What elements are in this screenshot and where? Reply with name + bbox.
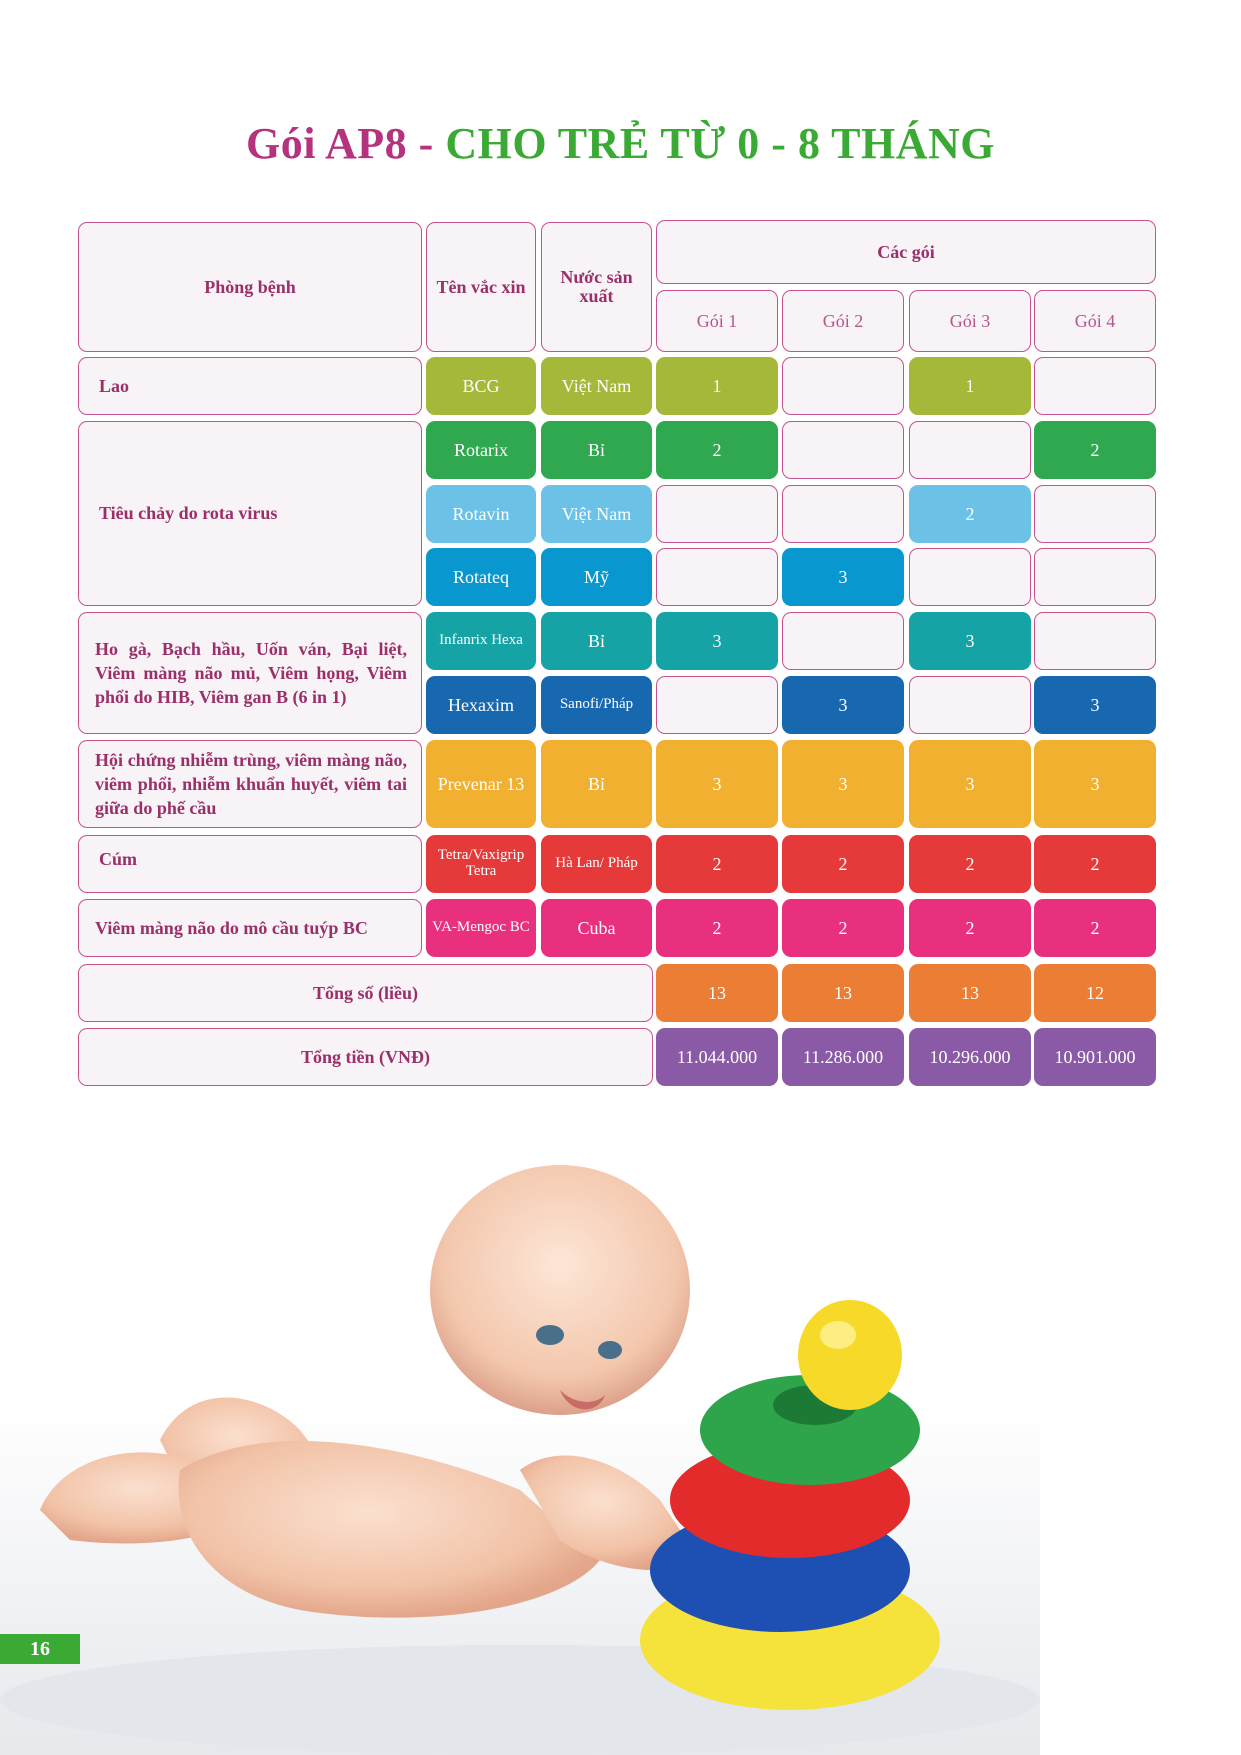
dose-cell-package-1: 1: [656, 357, 778, 415]
total-money-label: Tổng tiền (VNĐ): [78, 1028, 653, 1086]
dose-cell-package-4: 3: [1034, 740, 1156, 828]
dose-cell-package-1: [656, 485, 778, 543]
page-title: [0, 118, 1241, 169]
disease-rotavirus: Tiêu chảy do rota virus: [78, 421, 422, 606]
vaccine-country: Việt Nam: [541, 485, 652, 543]
dose-cell-package-1: [656, 548, 778, 606]
vaccine-name: Tetra/Vaxigrip Tetra: [426, 835, 536, 893]
vaccine-name: BCG: [426, 357, 536, 415]
header-vaccine: Tên vắc xin: [426, 222, 536, 352]
dose-cell-package-1: 2: [656, 421, 778, 479]
vaccine-country: Sanofi/Pháp: [541, 676, 652, 734]
dose-cell-package-4: [1034, 485, 1156, 543]
disease-tuberculosis: Lao: [78, 357, 422, 415]
dose-cell-package-2: 2: [782, 835, 904, 893]
total-money-package-4: 10.901.000: [1034, 1028, 1156, 1086]
dose-cell-package-4: 2: [1034, 421, 1156, 479]
vaccine-name: Rotarix: [426, 421, 536, 479]
vaccine-name: Prevenar 13: [426, 740, 536, 828]
header-package-1: Gói 1: [656, 290, 778, 352]
header-country: Nước sản xuất: [541, 222, 652, 352]
total-doses-package-3: 13: [909, 964, 1031, 1022]
baby-photo: [0, 1140, 1241, 1755]
dose-cell-package-3: [909, 421, 1031, 479]
dose-cell-package-1: [656, 676, 778, 734]
dose-cell-package-2: [782, 485, 904, 543]
title-package-name: Gói AP8 -: [245, 119, 446, 168]
header-package-4: Gói 4: [1034, 290, 1156, 352]
total-doses-package-1: 13: [656, 964, 778, 1022]
vaccine-name: VA-Mengoc BC: [426, 899, 536, 957]
dose-cell-package-4: 2: [1034, 899, 1156, 957]
total-doses-label: Tổng số (liều): [78, 964, 653, 1022]
total-doses-package-4: 12: [1034, 964, 1156, 1022]
dose-cell-package-2: [782, 612, 904, 670]
vaccine-country: Bỉ: [541, 740, 652, 828]
header-disease: Phòng bệnh: [78, 222, 422, 352]
header-packages: Các gói: [656, 220, 1156, 284]
dose-cell-package-1: 2: [656, 899, 778, 957]
disease-six-in-one: Ho gà, Bạch hầu, Uốn ván, Bại liệt, Viêm màng não mủ, Viêm họng, Viêm phổi do HIB, Viêm gan B (6 in 1): [78, 612, 422, 734]
dose-cell-package-3: 3: [909, 740, 1031, 828]
dose-cell-package-3: 3: [909, 612, 1031, 670]
dose-cell-package-4: [1034, 548, 1156, 606]
total-money-package-3: 10.296.000: [909, 1028, 1031, 1086]
dose-cell-package-3: 2: [909, 899, 1031, 957]
dose-cell-package-2: 2: [782, 899, 904, 957]
dose-cell-package-1: 2: [656, 835, 778, 893]
dose-cell-package-4: [1034, 357, 1156, 415]
disease-influenza: Cúm: [78, 835, 422, 893]
header-package-2: Gói 2: [782, 290, 904, 352]
dose-cell-package-1: 3: [656, 740, 778, 828]
dose-cell-package-3: 1: [909, 357, 1031, 415]
vaccine-name: Hexaxim: [426, 676, 536, 734]
vaccine-country: Bỉ: [541, 421, 652, 479]
vaccine-name: Infanrix Hexa: [426, 612, 536, 670]
dose-cell-package-3: [909, 548, 1031, 606]
vaccine-country: Việt Nam: [541, 357, 652, 415]
title-age-range: CHO TRẺ TỪ 0 - 8 THÁNG: [445, 119, 995, 168]
vaccine-country: Bỉ: [541, 612, 652, 670]
dose-cell-package-3: 2: [909, 485, 1031, 543]
total-money-package-1: 11.044.000: [656, 1028, 778, 1086]
total-money-package-2: 11.286.000: [782, 1028, 904, 1086]
dose-cell-package-1: 3: [656, 612, 778, 670]
dose-cell-package-2: [782, 357, 904, 415]
dose-cell-package-4: 2: [1034, 835, 1156, 893]
vaccine-country: Mỹ: [541, 548, 652, 606]
dose-cell-package-2: [782, 421, 904, 479]
total-doses-package-2: 13: [782, 964, 904, 1022]
dose-cell-package-3: [909, 676, 1031, 734]
page-number: 16: [0, 1634, 80, 1664]
dose-cell-package-4: 3: [1034, 676, 1156, 734]
disease-pneumococcal: Hội chứng nhiễm trùng, viêm màng não, viêm phổi, nhiễm khuẩn huyết, viêm tai giữa do phế cầu: [78, 740, 422, 828]
dose-cell-package-4: [1034, 612, 1156, 670]
header-package-3: Gói 3: [909, 290, 1031, 352]
dose-cell-package-3: 2: [909, 835, 1031, 893]
vaccine-country: Cuba: [541, 899, 652, 957]
disease-meningococcal: Viêm màng não do mô cầu tuýp BC: [78, 899, 422, 957]
dose-cell-package-2: 3: [782, 740, 904, 828]
vaccine-name: Rotavin: [426, 485, 536, 543]
dose-cell-package-2: 3: [782, 548, 904, 606]
dose-cell-package-2: 3: [782, 676, 904, 734]
vaccine-country: Hà Lan/ Pháp: [541, 835, 652, 893]
vaccine-name: Rotateq: [426, 548, 536, 606]
